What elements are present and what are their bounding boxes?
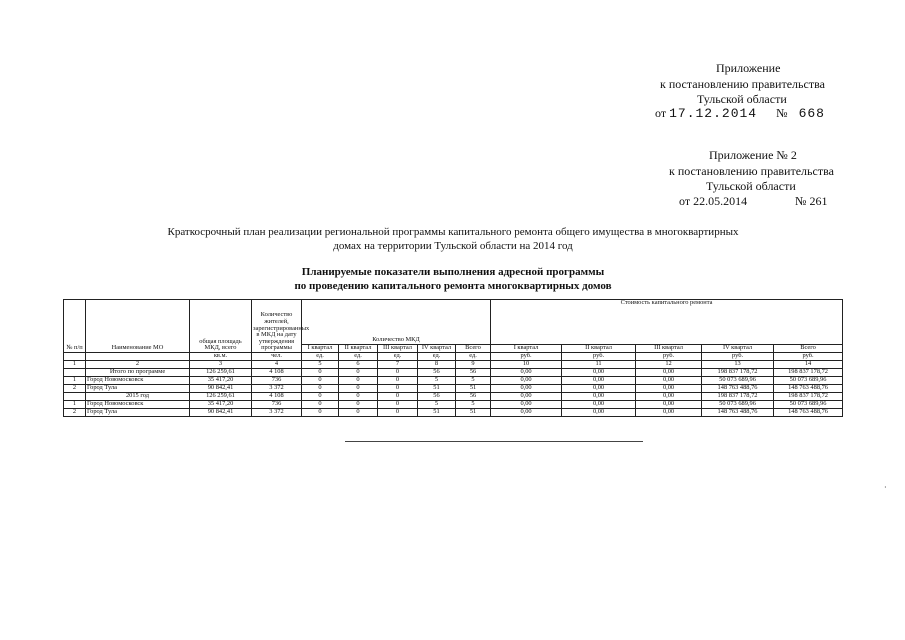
document-title-line1: Краткосрочный план реализации региональной программы капитального ремонта общего имущества в многоквартирных	[167, 226, 739, 238]
header-mo: Наименование МО	[86, 300, 190, 353]
col-number: 12	[636, 361, 702, 369]
appendix-new-date: 17.12.2014	[669, 106, 758, 121]
unit-cell	[86, 353, 190, 361]
row-mo-name: Город Новомосковск	[86, 401, 190, 409]
table-cell: 50 073 689,96	[702, 377, 774, 385]
table-cell: 4 108	[252, 393, 302, 401]
unit-cell	[64, 353, 86, 361]
table-cell: 51	[456, 409, 491, 417]
table-cell	[64, 369, 86, 377]
table-cell: 35 417,20	[190, 401, 252, 409]
col-number: 7	[378, 361, 418, 369]
table-row	[64, 401, 843, 409]
table-caption-line1: Планируемые показатели выполнения адресной программы	[301, 266, 605, 278]
table-cell: 0	[302, 385, 339, 393]
header-num: № п/п	[64, 300, 86, 353]
header-count-q4: IV квартал	[418, 345, 456, 353]
appendix-old-date: от 22.05.2014	[679, 194, 748, 208]
table-cell: 51	[418, 409, 456, 417]
table-cell: 0	[339, 369, 378, 377]
header-count-q1: I квартал	[302, 345, 339, 353]
table-cell: 0	[302, 369, 339, 377]
table-cell: 0,00	[562, 377, 636, 385]
table-cell: 0,00	[636, 377, 702, 385]
col-number: 8	[418, 361, 456, 369]
appendix-new-line3: Тульской области	[697, 92, 787, 106]
unit-cost: руб.	[491, 353, 562, 361]
table-cell: 0	[339, 409, 378, 417]
table-cell	[64, 393, 86, 401]
appendix-new-num-prefix: №	[776, 106, 788, 120]
table-cell: 0	[302, 377, 339, 385]
table-row	[64, 377, 843, 385]
unit-count: ед.	[339, 353, 378, 361]
end-divider	[345, 441, 643, 442]
header-cost-q4: IV квартал	[702, 345, 774, 353]
appendix-old-num: № 261	[795, 194, 828, 208]
table-cell: 0,00	[491, 393, 562, 401]
table-cell: 0,00	[491, 385, 562, 393]
table-cell: 0,00	[636, 393, 702, 401]
header-people: Количество жителей, зарегистрированных в МКД на дату утверждения программы	[252, 300, 302, 353]
appendix-new-date-row	[655, 106, 825, 121]
header-row-top	[64, 300, 843, 345]
col-number: 13	[702, 361, 774, 369]
table-cell: 0,00	[636, 409, 702, 417]
table-cell: 0	[339, 377, 378, 385]
table-cell: 0,00	[562, 401, 636, 409]
col-number: 6	[339, 361, 378, 369]
program-indicators-table	[63, 299, 843, 417]
table-cell: 50 073 689,96	[774, 377, 843, 385]
unit-cost: руб.	[636, 353, 702, 361]
unit-cost: руб.	[774, 353, 843, 361]
header-cost-q1: I квартал	[491, 345, 562, 353]
table-cell: 0	[302, 393, 339, 401]
col-number: 3	[190, 361, 252, 369]
header-count-q3: III квартал	[378, 345, 418, 353]
col-number: 9	[456, 361, 491, 369]
header-row-units	[64, 353, 843, 361]
table-caption-line2: по проведению капитального ремонта многоквартирных домов	[294, 280, 612, 292]
row-mo-name: Город Тула	[86, 385, 190, 393]
col-number: 5	[302, 361, 339, 369]
table-cell: 3 372	[252, 385, 302, 393]
table-row	[64, 369, 843, 377]
table-cell: 736	[252, 401, 302, 409]
table-cell: 126 259,61	[190, 393, 252, 401]
table-cell: 148 763 488,76	[702, 409, 774, 417]
table-cell: 0	[378, 401, 418, 409]
header-count-group: Количество МКД	[302, 300, 491, 345]
table-cell: 56	[418, 369, 456, 377]
table-cell: 0,00	[562, 369, 636, 377]
table-cell: 4 108	[252, 369, 302, 377]
header-cost-total: Всего	[774, 345, 843, 353]
table-cell: 5	[418, 377, 456, 385]
table-body	[64, 369, 843, 417]
table-cell: 0	[339, 401, 378, 409]
table-cell: 0	[378, 369, 418, 377]
column-number-row	[64, 361, 843, 369]
header-area: общая площадь МКД, всего	[190, 300, 252, 353]
table-cell: 56	[418, 393, 456, 401]
table-cell: 5	[418, 401, 456, 409]
appendix-new-num: 668	[798, 106, 825, 121]
appendix-new-line2: к постановлению правительства	[660, 77, 825, 91]
header-count-total: Всего	[456, 345, 491, 353]
table-cell: 198 837 178,72	[774, 393, 843, 401]
table-cell: 0,00	[562, 409, 636, 417]
table-cell: 56	[456, 369, 491, 377]
appendix-new-date-prefix: от	[655, 106, 667, 120]
table-cell: 0	[378, 377, 418, 385]
unit-people: чел.	[252, 353, 302, 361]
table-row	[64, 393, 843, 401]
header-count-q2: II квартал	[339, 345, 378, 353]
table-cell: 2	[64, 409, 86, 417]
header-cost-group: Стоимость капитального ремонта	[491, 300, 843, 345]
table-cell: 35 417,20	[190, 377, 252, 385]
unit-area: кв.м.	[190, 353, 252, 361]
header-cost-q2: II квартал	[562, 345, 636, 353]
table-cell: 0	[339, 393, 378, 401]
appendix-old-line1: Приложение № 2	[709, 148, 797, 162]
table-cell: 0,00	[491, 377, 562, 385]
table-cell: 5	[456, 401, 491, 409]
table-cell: 198 837 178,72	[774, 369, 843, 377]
table-cell: 0,00	[636, 369, 702, 377]
table-cell: 0,00	[636, 385, 702, 393]
table-cell: 56	[456, 393, 491, 401]
table-cell: 1	[64, 377, 86, 385]
table-cell: 0	[339, 385, 378, 393]
document-title-line2: домах на территории Тульской области на 2014 год	[333, 240, 573, 252]
table-cell: 0,00	[491, 409, 562, 417]
table-cell: 0,00	[491, 401, 562, 409]
table-cell: 0,00	[636, 401, 702, 409]
table-cell: 148 763 488,76	[702, 385, 774, 393]
table-cell: 90 842,41	[190, 409, 252, 417]
table-row	[64, 409, 843, 417]
unit-count: ед.	[418, 353, 456, 361]
table-cell: 126 259,61	[190, 369, 252, 377]
table-cell: 148 763 488,76	[774, 385, 843, 393]
appendix-new-line1: Приложение	[716, 61, 781, 75]
col-number: 10	[491, 361, 562, 369]
appendix-old-line2: к постановлению правительства	[669, 164, 834, 178]
table-cell: 50 073 689,96	[774, 401, 843, 409]
unit-count: ед.	[302, 353, 339, 361]
col-number: 1	[64, 361, 86, 369]
table-cell: 51	[456, 385, 491, 393]
header-cost-q3: III квартал	[636, 345, 702, 353]
unit-cost: руб.	[562, 353, 636, 361]
table-cell: 0,00	[562, 385, 636, 393]
table-cell: 0	[302, 401, 339, 409]
table-cell: 51	[418, 385, 456, 393]
table-row	[64, 385, 843, 393]
col-number: 14	[774, 361, 843, 369]
table-cell: 0,00	[562, 393, 636, 401]
col-number: 4	[252, 361, 302, 369]
table-cell: 0	[378, 385, 418, 393]
row-mo-name: Город Тула	[86, 409, 190, 417]
table-cell: 0,00	[491, 369, 562, 377]
table-cell: 0	[378, 409, 418, 417]
table-cell: 736	[252, 377, 302, 385]
row-mo-name: Город Новомосковск	[86, 377, 190, 385]
table-cell: 1	[64, 401, 86, 409]
col-number: 2	[86, 361, 190, 369]
unit-count: ед.	[378, 353, 418, 361]
table-cell: 0	[378, 393, 418, 401]
unit-count: ед.	[456, 353, 491, 361]
table-cell: 2	[64, 385, 86, 393]
row-mo-name: Итого по программе	[86, 369, 190, 377]
table-cell: 90 842,41	[190, 385, 252, 393]
unit-cost: руб.	[702, 353, 774, 361]
table-cell: 198 837 178,72	[702, 393, 774, 401]
table-cell: 0	[302, 409, 339, 417]
col-number: 11	[562, 361, 636, 369]
table-cell: 3 372	[252, 409, 302, 417]
appendix-old-line3: Тульской области	[706, 179, 796, 193]
table-cell: 198 837 178,72	[702, 369, 774, 377]
row-mo-name: 2015 год	[86, 393, 190, 401]
table-cell: 148 763 488,76	[774, 409, 843, 417]
table-cell: 5	[456, 377, 491, 385]
scan-mark: ·	[884, 483, 887, 492]
table-cell: 50 073 689,96	[702, 401, 774, 409]
